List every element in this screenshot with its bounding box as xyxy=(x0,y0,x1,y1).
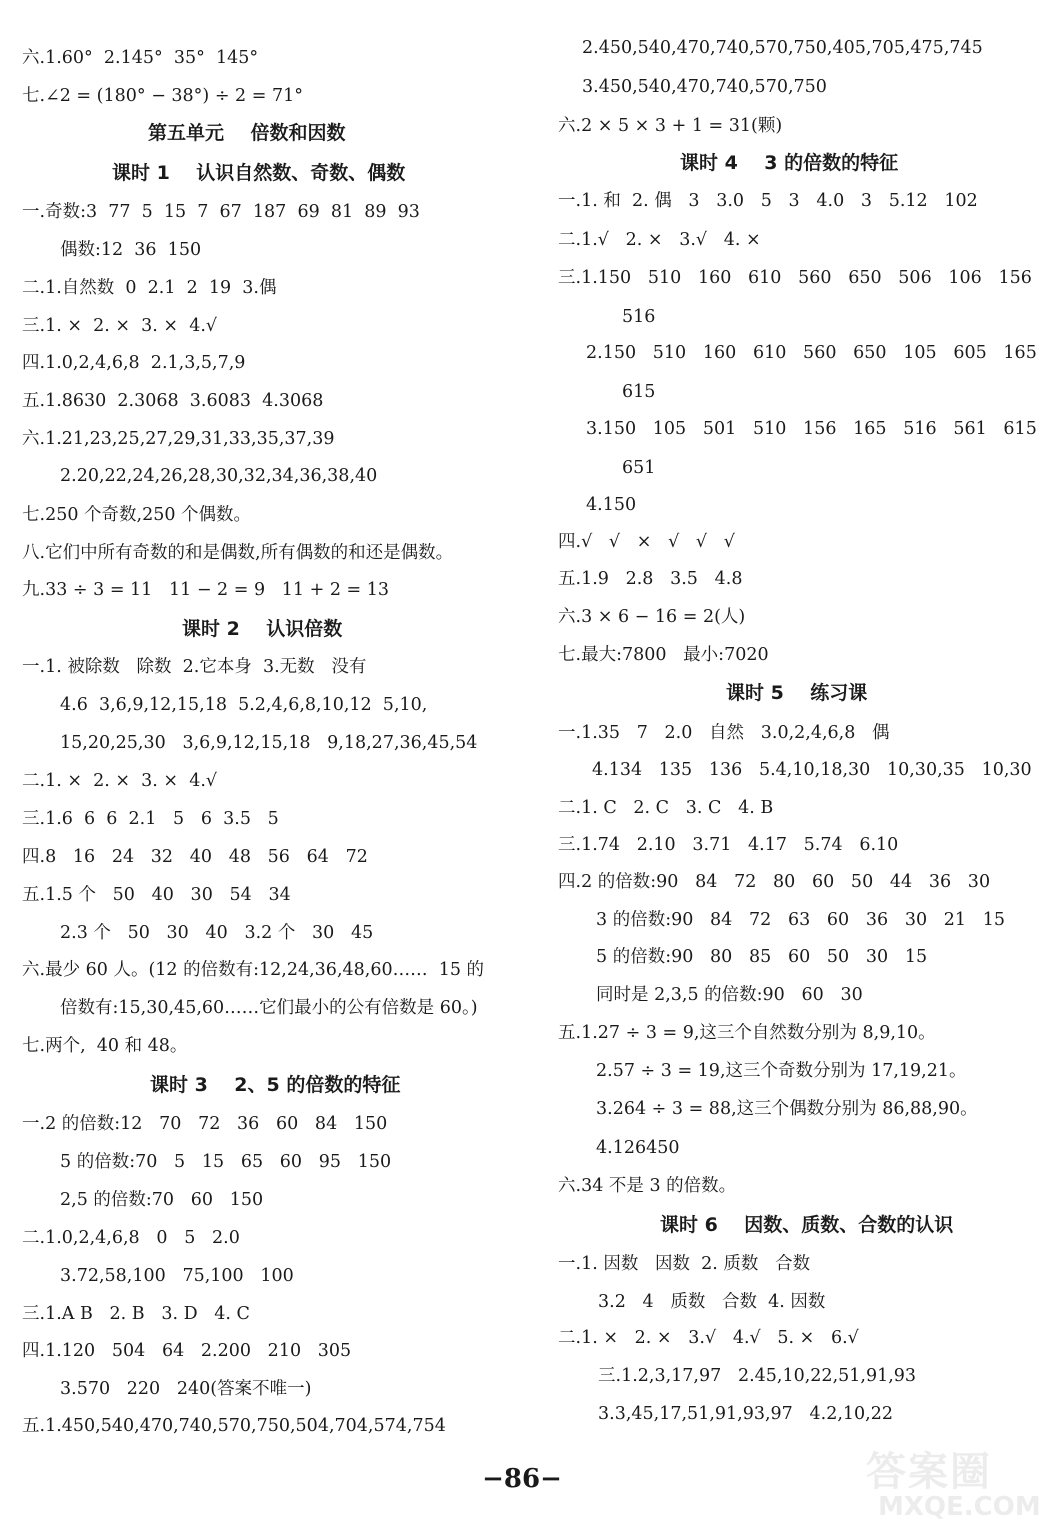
answer-line: 三.1. × 2. × 3. × 4.√ xyxy=(22,316,218,336)
answer-line: 八.它们中所有奇数的和是偶数,所有偶数的和还是偶数。 xyxy=(22,543,454,563)
answer-line: 二.1.0,2,4,6,8 0 5 2.0 xyxy=(22,1228,240,1248)
answer-line: 3.264 ÷ 3 = 88,这三个偶数分别为 86,88,90。 xyxy=(596,1099,978,1119)
answer-line: 4.134 135 136 5.4,10,18,30 10,30,35 10,30 xyxy=(592,760,1032,780)
answer-line: 4.126450 xyxy=(596,1138,680,1158)
answer-line: 六.34 不是 3 的倍数。 xyxy=(558,1176,737,1196)
answer-line: 一.1. 和 2. 偶 3 3.0 5 3 4.0 3 5.12 102 xyxy=(558,191,978,211)
answer-line: 一.1. 被除数 除数 2.它本身 3.无数 没有 xyxy=(22,657,367,677)
answer-line: 5 的倍数:90 80 85 60 50 30 15 xyxy=(596,947,928,967)
answer-line: 一.1. 因数 因数 2. 质数 合数 xyxy=(558,1254,811,1274)
lesson-heading: 课时 3 2、5 的倍数的特征 xyxy=(150,1074,401,1096)
answer-line: 3.72,58,100 75,100 100 xyxy=(60,1266,294,1286)
unit-heading: 第五单元 倍数和因数 xyxy=(148,122,346,144)
answer-line: 五.1.8630 2.3068 3.6083 4.3068 xyxy=(22,391,324,411)
answer-line: 3.450,540,470,740,570,750 xyxy=(582,77,827,97)
answer-line: 5 的倍数:70 5 15 65 60 95 150 xyxy=(60,1152,392,1172)
answer-line: 二.1. C 2. C 3. C 4. B xyxy=(558,798,774,818)
answer-line: 3 的倍数:90 84 72 63 60 36 30 21 15 xyxy=(596,910,1006,930)
answer-line: 4.6 3,6,9,12,15,18 5.2,4,6,8,10,12 5,10, xyxy=(60,695,428,715)
answer-line: 九.33 ÷ 3 = 11 11 − 2 = 9 11 + 2 = 13 xyxy=(22,580,390,600)
answer-line: 516 xyxy=(622,307,656,327)
watermark-title: 答案圈 xyxy=(866,1449,992,1495)
answer-line: 五.1.27 ÷ 3 = 9,这三个自然数分别为 8,9,10。 xyxy=(558,1023,936,1043)
answer-line: 615 xyxy=(622,382,656,402)
answer-line: 2.20,22,24,26,28,30,32,34,36,38,40 xyxy=(60,466,378,486)
answer-line: 同时是 2,3,5 的倍数:90 60 30 xyxy=(596,985,863,1005)
lesson-heading: 课时 6 因数、质数、合数的认识 xyxy=(660,1214,954,1236)
answer-line: 六.1.60° 2.145° 35° 145° xyxy=(22,48,259,68)
answer-line: 三.1.150 510 160 610 560 650 506 106 156 xyxy=(558,268,1032,288)
answer-line: 651 xyxy=(622,458,656,478)
answer-line: 4.150 xyxy=(586,495,637,515)
answer-line: 3.2 4 质数 合数 4. 因数 xyxy=(598,1292,826,1312)
answer-line: 二.1.√ 2. × 3.√ 4. × xyxy=(558,230,761,250)
answer-line: 2.57 ÷ 3 = 19,这三个奇数分别为 17,19,21。 xyxy=(596,1061,967,1081)
answer-line: 三.1.6 6 6 2.1 5 6 3.5 5 xyxy=(22,809,279,829)
answer-line: 四.1.0,2,4,6,8 2.1,3,5,7,9 xyxy=(22,353,246,373)
answer-line: 二.1. × 2. × 3.√ 4.√ 5. × 6.√ xyxy=(558,1328,859,1348)
answer-line: 四.1.120 504 64 2.200 210 305 xyxy=(22,1341,352,1361)
lesson-heading: 课时 2 认识倍数 xyxy=(182,618,343,640)
answer-line: 2.150 510 160 610 560 650 105 605 165 xyxy=(586,343,1037,363)
answer-line: 六.1.21,23,25,27,29,31,33,35,37,39 xyxy=(22,429,335,449)
answer-line: 3.150 105 501 510 156 165 516 561 615 xyxy=(586,419,1037,439)
answer-line: 七.两个, 40 和 48。 xyxy=(22,1036,188,1056)
answer-line: 二.1. × 2. × 3. × 4.√ xyxy=(22,771,218,791)
answer-line: 一.2 的倍数:12 70 72 36 60 84 150 xyxy=(22,1114,388,1134)
answer-line: 七.最大:7800 最小:7020 xyxy=(558,645,769,665)
answer-line: 2.3 个 50 30 40 3.2 个 30 45 xyxy=(60,923,374,943)
lesson-heading: 课时 5 练习课 xyxy=(726,682,868,704)
answer-line: 五.1.5 个 50 40 30 54 34 xyxy=(22,885,291,905)
answer-line: 四.8 16 24 32 40 48 56 64 72 xyxy=(22,847,368,867)
answer-line: 15,20,25,30 3,6,9,12,15,18 9,18,27,36,45,54 xyxy=(60,733,478,753)
lesson-heading: 课时 4 3 的倍数的特征 xyxy=(680,152,899,174)
answer-line: 五.1.9 2.8 3.5 4.8 xyxy=(558,569,743,589)
answer-line: 三.1.2,3,17,97 2.45,10,22,51,91,93 xyxy=(598,1366,917,1386)
answer-line: 3.570 220 240(答案不唯一) xyxy=(60,1379,312,1399)
answer-line: 七.∠2 = (180° − 38°) ÷ 2 = 71° xyxy=(22,86,303,106)
answer-line: 三.1.A B 2. B 3. D 4. C xyxy=(22,1304,250,1324)
answer-line: 七.250 个奇数,250 个偶数。 xyxy=(22,505,252,525)
answer-line: 四.2 的倍数:90 84 72 80 60 50 44 36 30 xyxy=(558,872,991,892)
answer-line: 2.450,540,470,740,570,750,405,705,475,745 xyxy=(582,38,983,58)
answer-line: 四.√ √ × √ √ √ xyxy=(558,532,735,552)
answer-line: 3.3,45,17,51,91,93,97 4.2,10,22 xyxy=(598,1404,893,1424)
watermark-url: MXQE.COM xyxy=(878,1492,1041,1522)
page-number: −86− xyxy=(482,1464,562,1494)
answer-line: 六.3 × 6 − 16 = 2(人) xyxy=(558,607,746,627)
answer-line: 一.奇数:3 77 5 15 7 67 187 69 81 89 93 xyxy=(22,202,420,222)
answer-line: 一.1.35 7 2.0 自然 3.0,2,4,6,8 偶 xyxy=(558,723,890,743)
answer-line: 三.1.74 2.10 3.71 4.17 5.74 6.10 xyxy=(558,835,899,855)
answer-line: 六.最少 60 人。(12 的倍数有:12,24,36,48,60…… 15 的 xyxy=(22,960,485,980)
answer-line: 五.1.450,540,470,740,570,750,504,704,574,754 xyxy=(22,1416,446,1436)
answer-line: 偶数:12 36 150 xyxy=(60,240,202,260)
answer-line: 二.1.自然数 0 2.1 2 19 3.偶 xyxy=(22,278,277,298)
lesson-heading: 课时 1 认识自然数、奇数、偶数 xyxy=(112,162,406,184)
answer-line: 2,5 的倍数:70 60 150 xyxy=(60,1190,264,1210)
answer-line: 倍数有:15,30,45,60……它们最小的公有倍数是 60。) xyxy=(60,998,478,1018)
answer-line: 六.2 × 5 × 3 + 1 = 31(颗) xyxy=(558,116,783,136)
